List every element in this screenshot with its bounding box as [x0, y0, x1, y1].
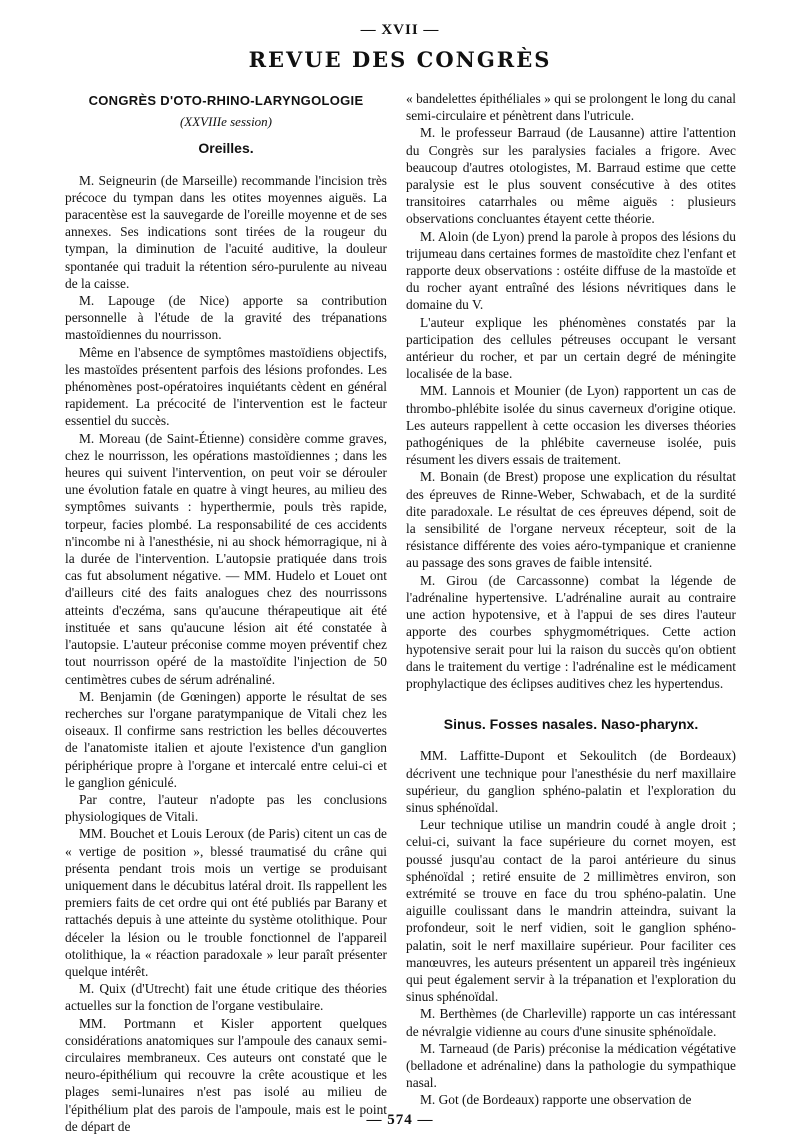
page-title: REVUE DES CONGRÈS: [248, 47, 552, 72]
paragraph: MM. Laffitte-Dupont et Sekoulitch (de Bordeaux) décrivent une technique pour l'anesthésie du nerf maxillaire supérieur, du ganglion sphéno-palatin et l'exploration du sinus sphénoïdal.: [406, 748, 736, 815]
paragraph: « bandelettes épithéliales » qui se prolongent le long du canal semi-circulaire et pénètrent dans l'utricule.: [406, 91, 736, 124]
session-label: (XXVIIIe session): [179, 114, 273, 130]
paragraph: M. Seigneurin (de Marseille) recommande l'incision très précoce du tympan dans les otites moyennes aiguës. La paracentèse est la sauvegarde de l'oreille moyenne et de ses annexes. Ses indications sont tirées de la rougeur du tympan, la diminution de l'acuité auditive, la douleur spontanée qui traduit la rétention séro-purulente au niveau de la caisse.: [65, 172, 387, 291]
paragraph: MM. Portmann et Kisler apportent quelques considérations anatomiques sur l'ampoule des canaux semi-circulaires membraneux. Ces auteurs ont constaté que le neuro-épithélium qui recouvre la crête acoustique et les plages semi-lunaires n'est pas isolé au milieu de l'épithélium plat des parois de l'ampoule, mais est le point de départ de: [65, 1015, 387, 1134]
paragraph: MM. Bouchet et Louis Leroux (de Paris) citent un cas de « vertige de position », blessé traumatisé du crâne qui présenta pendant trois mois un vertige se produisant uniquement dans le décubitus latéral droit. Ils rappellent les premiers faits de cet ordre qui ont été publiés par Barany et rattachés depuis à une atteinte du système otolithique. Pour déceler la lésion ou le trouble fonctionnel de l'appareil otolithique, la « réaction paradoxale » leur paraît présenter quelque intérêt.: [65, 826, 387, 979]
paragraph: Par contre, l'auteur n'adopte pas les conclusions physiologiques de Vitali.: [65, 791, 387, 825]
page-number: — 574 —: [366, 1112, 434, 1128]
page-roman-numeral: — XVII —: [360, 22, 440, 38]
paragraph: Même en l'absence de symptômes mastoïdiens objectifs, les mastoïdes présentent parfois des lésions profondes. Les phénomènes post-opératoires inquiétants cèdent en général rapidement. La précocité de l'intervention est le facteur essentiel du succès.: [65, 344, 387, 429]
right-column: [406, 90, 736, 1109]
left-column: [65, 90, 387, 1135]
paragraph: Leur technique utilise un mandrin coudé à angle droit ; celui-ci, suivant la face supérieure du cornet moyen, est poussé jusqu'au contact de la paroi antérieure du sinus sphénoïdal ; retiré ensuite de 2 millimètres environ, son extrémité se trouve en face du trou sphéno-palatin. Une aiguille coulissant dans le mandrin atteindra, suivant la profondeur, soit le nerf vidien, soit le ganglion sphéno-palatin, soit le nerf maxillaire supérieur. Pour faciliter ces manœuvres, les auteurs présentent un appareil très ingénieux qui peut également servir à la trépanation et l'exploration du sinus sphénoïdal.: [406, 817, 736, 1005]
paragraph: L'auteur explique les phénomènes constatés par la participation des cellules pétreuses occupant le versant antérieur du rocher, et par un certain degré de méningite localisée de la base.: [406, 314, 736, 382]
section-title-oreilles: Oreilles.: [198, 140, 254, 157]
paragraph: M. Moreau (de Saint-Étienne) considère comme graves, chez le nourrisson, les opérations mastoïdiennes ; dans les heures qui suivent l'intervention, on peut voir se dérouler une évolution fatale en quatre à vingt heures, au milieu des symptômes suivants : hyperthermie, pouls très rapide, torpeur, facies plombé. La responsabilité de ces accidents n'incombe ni à l'anesthésie, ni au shock hémorragique, ni à la durée de l'intervention. L'autopsie pratiquée dans trois cas fut absolument négative. — MM. Hudelo et Louet ont d'ailleurs cité des faits analogues chez des nourrissons atteints d'eczéma, sans qu'aucune thérapeutique ait été instituée et sans qu'aucune lésion ait été constatée à l'autopsie. L'auteur préconise comme moyen préventif chez tout nourrisson opéré de la mastoïdite l'injection de 50 centimètres cubes de sérum adrénaliné.: [65, 430, 387, 687]
paragraph: M. le professeur Barraud (de Lausanne) attire l'attention du Congrès sur les paralysies faciales a frigore. Avec beaucoup d'autres otologistes, M. Barraud estime que cette paralysie est le plus souvent consécutive à des otites transitoires catarrhales ou même aiguës : plusieurs observations concluantes étayent cette théorie.: [406, 125, 736, 227]
paragraph: M. Berthèmes (de Charleville) rapporte un cas intéressant de névralgie vidienne au cours d'une sinusite sphénoïdale.: [406, 1006, 736, 1039]
paragraph: M. Bonain (de Brest) propose une explication du résultat des épreuves de Rinne-Weber, Schwabach, et de la surdité dite paradoxale. Le résultat de ces épreuves dépend, soit de la sensibilité de l'organe nerveux récepteur, soit de la résistance différente des voies aéro-tympanique et cranienne au passage des sons graves de faible intensité.: [406, 469, 736, 571]
paragraph: MM. Lannois et Mounier (de Lyon) rapportent un cas de thrombo-phlébite isolée du sinus caverneux d'origine otique. Les auteurs rappellent à cette occasion les diverses théories pathogéniques de la phlébite caverneuse isolée, puis résument les divers essais de traitement.: [406, 383, 736, 468]
congres-title: CONGRÈS D'OTO-RHINO-LARYNGOLOGIE: [88, 93, 364, 108]
section-title-sinus: Sinus. Fosses nasales. Naso-pharynx.: [443, 716, 699, 733]
paragraph: M. Got (de Bordeaux) rapporte une observation de: [420, 1092, 692, 1108]
paragraph: M. Quix (d'Utrecht) fait une étude critique des théories actuelles sur la fonction de l'organe vestibulaire.: [65, 981, 387, 1014]
paragraph: M. Girou (de Carcassonne) combat la légende de l'adrénaline hypertensive. L'adrénaline aurait au contraire une action hypotensive, et à l'appui de ses dires l'auteur apporte des courbes sphygmométriques. Cette action hypotensive serait pour lui la raison du succès qu'on obtient dans le traitement du vertige : l'adrénaline est le médicament prophylactique des éclipses auditives chez les hypertendus.: [406, 572, 736, 691]
paragraph: M. Tarneaud (de Paris) préconise la médication végétative (belladone et adrénaline) dans la pathologie du sympathique nasal.: [406, 1040, 736, 1091]
paragraph: M. Aloin (de Lyon) prend la parole à propos des lésions du trijumeau dans certaines formes de mastoïdite chez l'enfant et rapporte deux observations : ostéite diffuse de la mastoïde et du rocher ayant entraîné des lésions névritiques dans le domaine du V.: [406, 228, 736, 313]
paragraph: M. Lapouge (de Nice) apporte sa contribution personnelle à l'étude de la gravité des trépanations mastoïdiennes du nourrisson.: [65, 293, 387, 343]
paragraph: M. Benjamin (de Gœningen) apporte le résultat de ses recherches sur l'organe paratympanique de Vitali chez les oiseaux. Il confirme sans restriction les belles découvertes de l'anatomiste italien et ajoute l'existence d'un ganglion périphérique propre à l'organe et intercalé entre celui-ci et le ganglion géniculé.: [65, 688, 387, 790]
